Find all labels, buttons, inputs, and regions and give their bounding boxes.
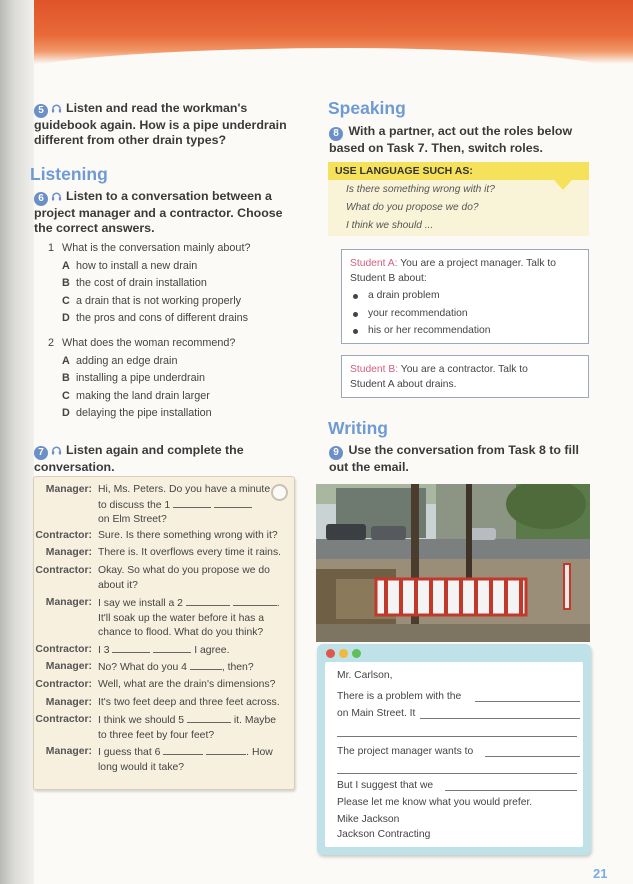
option-letter: A [62, 354, 70, 367]
student-a-card [341, 249, 589, 344]
task-number-badge: 8 [329, 127, 343, 141]
headphones-icon [51, 444, 62, 456]
email-blank[interactable] [337, 736, 577, 737]
blank-2-b[interactable] [233, 596, 277, 606]
task-7-text: Listen again and complete the conversation. [34, 443, 244, 474]
question-number: 1 [48, 242, 55, 254]
street-scene-illustration [316, 484, 590, 642]
option[interactable] [48, 258, 298, 276]
task-number-badge: 7 [34, 446, 48, 460]
blank-6-b[interactable] [206, 745, 246, 755]
dialogue-text: it. Maybe [233, 715, 277, 726]
maximize-dot-icon[interactable] [352, 649, 361, 658]
option-text: a drain that is not working properly [76, 294, 242, 307]
student-b-card [341, 355, 589, 398]
option[interactable] [48, 405, 298, 423]
blank-3-a[interactable] [112, 643, 150, 653]
option-text: how to install a new drain [76, 259, 198, 272]
speaker-label: Contractor: [35, 530, 92, 541]
task-9 [329, 443, 597, 475]
use-language-header: USE LANGUAGE SUCH AS: [328, 162, 589, 180]
email-blank[interactable] [485, 756, 580, 757]
student-b-text: Student A about drains. [350, 378, 457, 390]
dialogue-text: I guess that 6 [98, 747, 161, 758]
option-text: delaying the pipe installation [76, 407, 212, 419]
dialogue-text: . How [246, 747, 273, 758]
option[interactable] [48, 310, 298, 328]
dialogue-text: I agree. [194, 645, 230, 656]
dialogue-line [34, 564, 294, 593]
option[interactable] [48, 275, 298, 293]
speaker-label: Manager: [45, 661, 92, 672]
speaker-label: Manager: [45, 484, 92, 495]
speaker-label: Manager: [45, 547, 92, 558]
email-signature-company: Jackson Contracting [337, 829, 431, 840]
dialogue-text: There is. It overflows every time it rains. [98, 547, 282, 558]
dialogue-text: Hi, Ms. Peters. Do you have a minute [98, 484, 271, 495]
bullet-item: your recommendation [350, 307, 580, 322]
speech-pointer-icon [554, 180, 572, 190]
question-text: What does the woman recommend? [62, 337, 236, 349]
dialogue-text: , then? [221, 662, 254, 673]
dialogue-text: about it? [98, 579, 138, 591]
dialogue-text: No? What do you 4 [98, 662, 187, 673]
speaker-label: Contractor: [35, 644, 92, 655]
speaker-label: Manager: [45, 697, 92, 708]
speaker-label: Contractor: [35, 714, 92, 725]
option-letter: B [62, 372, 70, 384]
speaker-label: Manager: [45, 746, 92, 757]
student-a-text: You are a project manager. Talk to [400, 258, 556, 269]
dialogue-text: I 3 [98, 645, 110, 656]
language-phrase: Is there something wrong with it? [346, 184, 495, 195]
question-number: 2 [48, 337, 55, 349]
dialogue-text: It's two feet deep and three feet across. [98, 697, 280, 708]
question-1 [48, 240, 298, 328]
speaker-label: Contractor: [35, 565, 92, 576]
listening-title: Listening [30, 164, 108, 184]
email-window [317, 644, 591, 855]
task-7 [34, 443, 294, 475]
task-number-badge: 6 [34, 192, 48, 206]
blank-2-a[interactable] [186, 596, 230, 606]
email-blank[interactable] [420, 718, 580, 719]
close-dot-icon[interactable] [326, 649, 335, 658]
question-text: What is the conversation mainly about? [62, 242, 251, 254]
email-text: The project manager wants to [337, 746, 474, 757]
task-8 [329, 124, 597, 156]
dialogue-line [34, 745, 294, 775]
blank-4[interactable] [190, 660, 222, 670]
option-letter: B [62, 277, 70, 289]
minimize-dot-icon[interactable] [339, 649, 348, 658]
email-text: Please let me know what you would prefer. [337, 797, 533, 808]
email-signature-name: Mike Jackson [337, 814, 400, 825]
bullet-item: a drain problem [350, 289, 580, 304]
task-6 [34, 189, 294, 236]
option-letter: C [62, 294, 70, 307]
blank-1-a[interactable] [173, 498, 211, 508]
option-letter: A [62, 259, 70, 272]
option-letter: D [62, 407, 70, 419]
writing-title: Writing [328, 418, 388, 438]
option-text: installing a pipe underdrain [76, 372, 206, 384]
drain-construction-photo [316, 484, 590, 642]
dialogue-line [34, 529, 294, 544]
headphones-icon [51, 102, 62, 114]
dialogue-line [34, 678, 294, 693]
option-text: adding an edge drain [76, 354, 178, 367]
book-spine [0, 0, 34, 884]
page-number: 21 [593, 866, 608, 881]
dialogue-line: Manager: I say we install a 2 . It'll soak up the water before it has a chance to flood. What do you think? [34, 596, 294, 641]
option[interactable] [48, 293, 298, 311]
student-a-label: Student A: [350, 258, 398, 269]
blank-5[interactable] [187, 713, 231, 723]
option-text: making the land drain larger [76, 389, 210, 402]
option[interactable] [48, 353, 298, 371]
option[interactable] [48, 370, 298, 388]
dialogue-text: I think we should 5 [98, 715, 185, 726]
task-9-text: Use the conversation from Task 8 to fill out the email. [329, 443, 579, 474]
option-letter: D [62, 312, 70, 324]
email-text: There is a problem with the [337, 691, 462, 702]
dialogue-line [34, 660, 294, 676]
dialogue-text: to discuss the 1 [98, 499, 171, 511]
task-6-text: Listen to a conversation between a project manager and a contractor. Choose the correct answers. [34, 189, 283, 235]
dialogue-text: long would it take? [98, 761, 185, 773]
task-8-text: With a partner, act out the roles below based on Task 7. Then, switch roles. [329, 124, 573, 155]
bullet-item: his or her recommendation [350, 324, 580, 339]
student-b-text: You are a contractor. Talk to [400, 364, 528, 375]
email-blank[interactable] [337, 773, 577, 774]
use-language-box [328, 162, 589, 236]
dialogue-line [34, 483, 294, 528]
student-a-text: Student B about: [350, 272, 427, 284]
dialogue-line [34, 546, 294, 561]
email-text: on Main Street. It [337, 708, 416, 719]
language-phrase: I think we should ... [346, 220, 434, 231]
dialogue-text: I say we install a 2 [98, 598, 183, 609]
option[interactable] [48, 388, 298, 406]
email-greeting: Mr. Carlson, [337, 670, 393, 681]
task-number-badge: 5 [34, 104, 48, 118]
dialogue-text: to three feet by four feet? [98, 729, 215, 741]
dialogue-line [34, 643, 294, 659]
dialogue-line [34, 713, 294, 743]
task-5 [34, 101, 304, 148]
blank-1-b[interactable] [214, 498, 252, 508]
email-blank[interactable] [475, 701, 580, 702]
blank-6-a[interactable] [163, 745, 203, 755]
question-2 [48, 335, 298, 423]
dialogue-text: Okay. So what do you propose we do [98, 565, 270, 576]
dialogue-text: It'll soak up the water before it has a [98, 612, 265, 624]
email-blank[interactable] [445, 790, 577, 791]
option-text: the cost of drain installation [76, 277, 207, 289]
dialogue-text: chance to flood. What do you think? [98, 627, 264, 638]
headphones-icon [51, 190, 62, 202]
speaker-label: Manager: [45, 597, 92, 608]
dialogue-text: on Elm Street? [98, 514, 167, 525]
speaking-title: Speaking [328, 98, 406, 118]
option-letter: C [62, 389, 70, 402]
task-number-badge: 9 [329, 446, 343, 460]
dialogue-text: Sure. Is there something wrong with it? [98, 530, 278, 541]
header-band [0, 0, 633, 64]
option-text: the pros and cons of different drains [76, 312, 249, 324]
dialogue-text: Well, what are the drain's dimensions? [98, 679, 276, 690]
task-5-text: Listen and read the workman's guidebook again. How is a pipe underdrain different from other drain types? [34, 101, 287, 147]
student-b-label: Student B: [350, 364, 399, 375]
email-body [325, 662, 583, 847]
speaker-label: Contractor: [35, 679, 92, 690]
dialogue-line [34, 696, 294, 711]
email-text: But I suggest that we [337, 780, 434, 791]
language-phrase: What do you propose we do? [346, 202, 479, 213]
blank-3-b[interactable] [153, 643, 191, 653]
